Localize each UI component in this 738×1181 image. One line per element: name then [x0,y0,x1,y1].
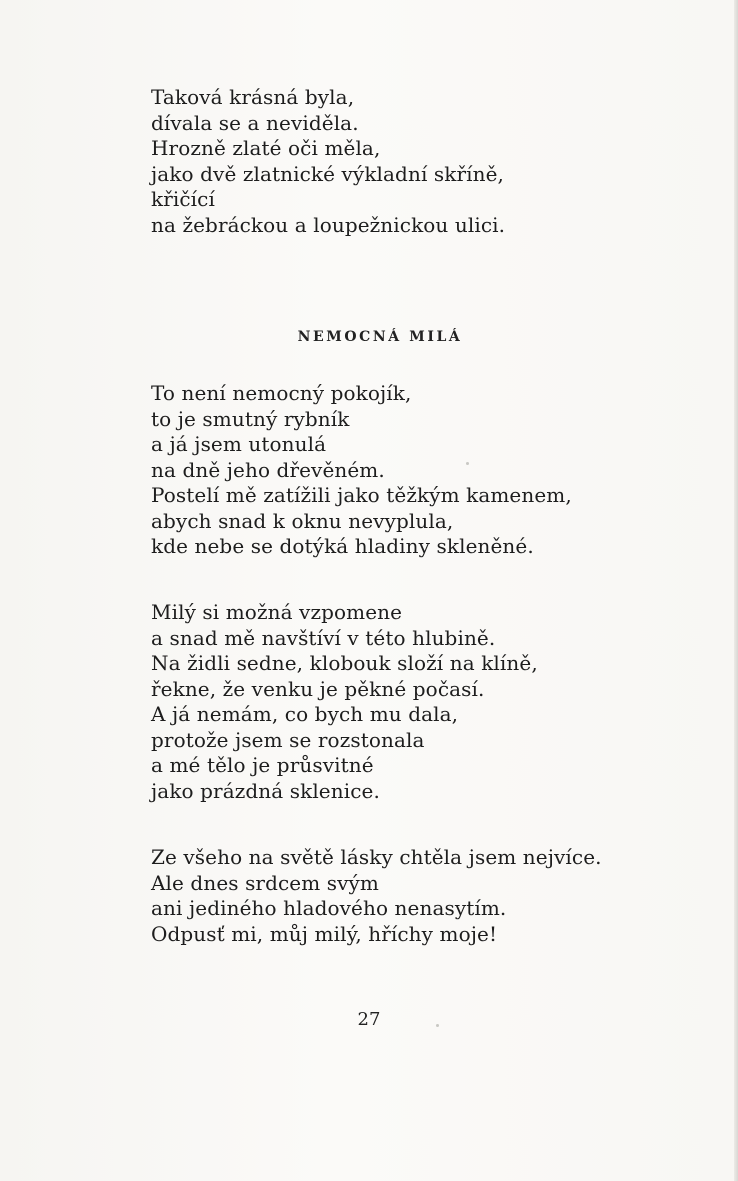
page-edge-shadow [734,0,738,1181]
verse-line: to je smutný rybník [151,406,350,431]
verse-line: dívala se a neviděla. [151,110,359,135]
verse-line: abych snad k oknu nevyplula, [151,508,454,533]
poem-stanza-2 [151,600,538,804]
paper-speck [466,462,469,465]
poem-ending-stanza [151,85,505,238]
verse-line: A já nemám, co bych mu dala, [151,702,459,726]
poem-stanza-1 [151,381,572,560]
page-number: 27 [357,1009,381,1030]
paper-speck [436,1024,439,1027]
verse-line: křičící [151,187,215,211]
verse-line: protože jsem se rozstonala [151,727,425,752]
verse-line: Taková krásná byla, [151,85,355,109]
verse-line: ani jediného hladového nenasytím. [151,896,507,920]
verse-line: To není nemocný pokojík, [151,381,412,405]
verse-line: jako prázdná sklenice. [151,778,380,803]
verse-line: jako dvě zlatnické výkladní skříně, [151,161,505,186]
verse-line: řekne, že venku je pěkné počasí. [151,676,485,701]
verse-line: Ale dnes srdcem svým [151,870,379,895]
poem-stanza-3 [151,845,602,947]
verse-line: Ze všeho na světě lásky chtěla jsem nejvíce. [151,845,602,869]
verse-line: a snad mě navštíví v této hlubině. [151,625,496,650]
verse-line: na dně jeho dřevěném. [151,457,385,482]
verse-line: kde nebe se dotýká hladiny skleněné. [151,534,534,558]
poem-title: NEMOCNÁ MILÁ [297,329,463,345]
verse-line: Hrozně zlaté oči měla, [151,136,381,160]
verse-line: Milý si možná vzpomene [151,600,403,624]
verse-line: na žebráckou a loupežnickou ulici. [151,212,506,237]
verse-line: Na židli sedne, klobouk složí na klíně, [151,651,538,675]
verse-line: Odpusť mi, můj milý, hříchy moje! [151,921,498,946]
verse-line: a já jsem utonulá [151,432,327,456]
verse-line: a mé tělo je průsvitné [151,753,374,777]
verse-line: Postelí mě zatížili jako těžkým kamenem, [151,483,572,507]
